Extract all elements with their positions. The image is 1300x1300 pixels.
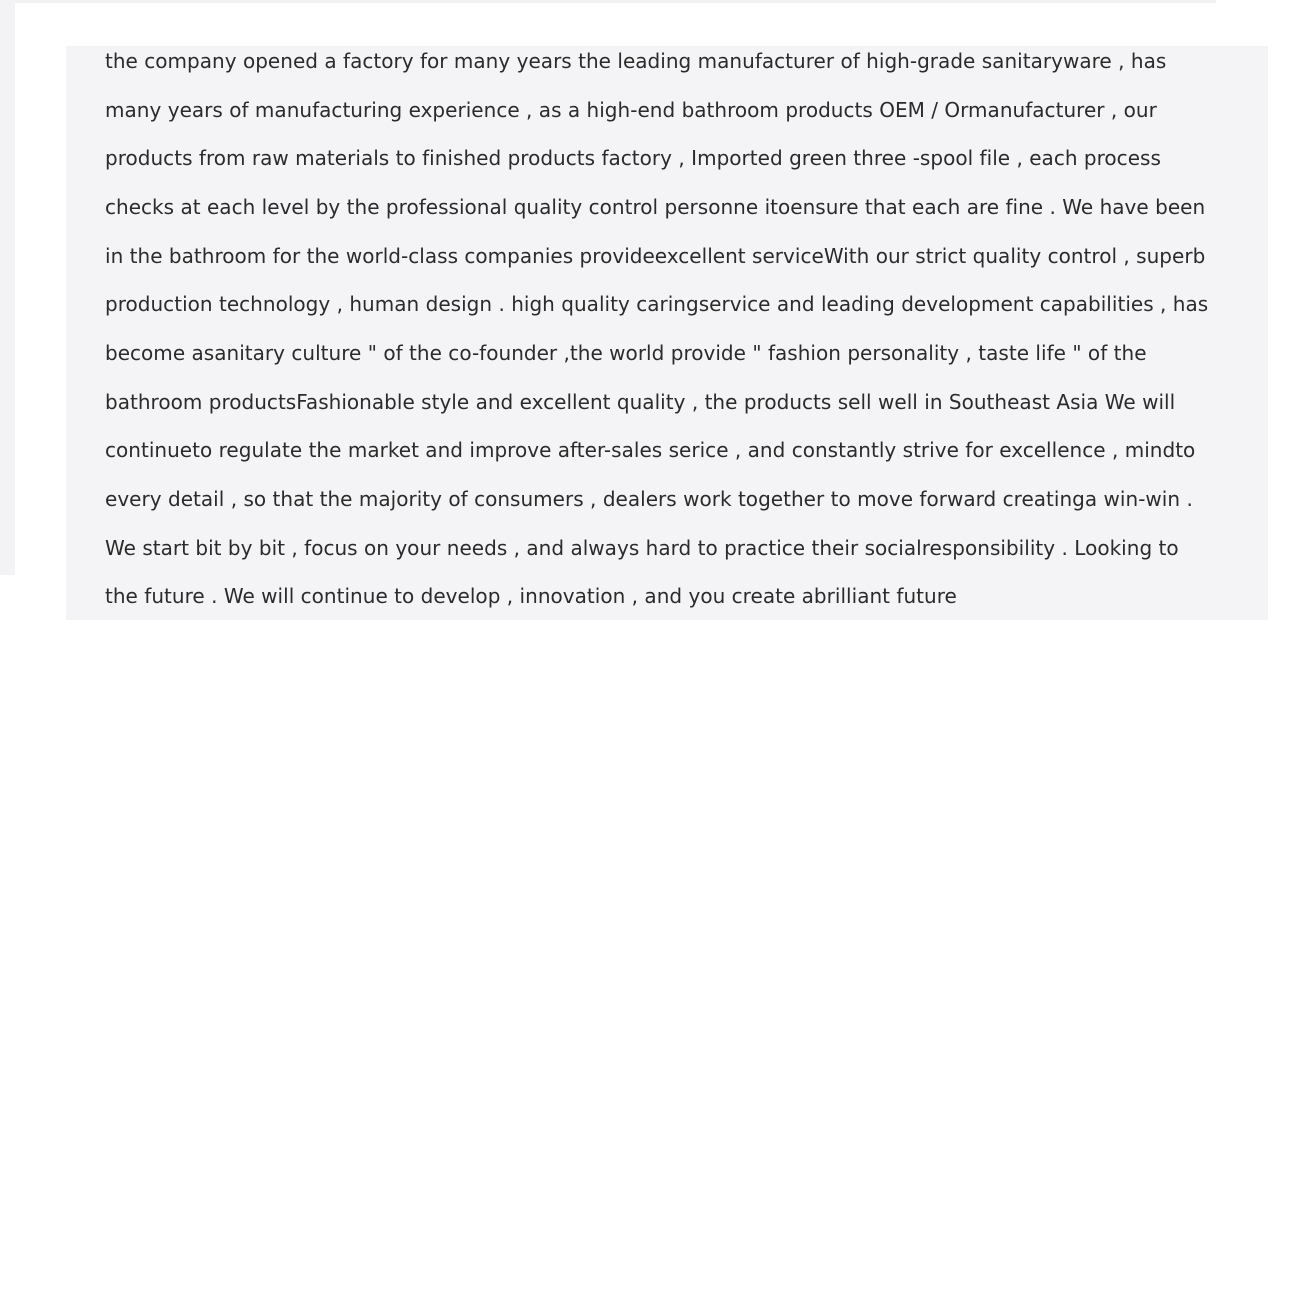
article-line-8: bathroom productsFashionable style and excellent quality , the products sell well in Southeast Asia We will [105, 390, 1176, 414]
article-line-6: production technology , human design . high quality caringservice and leading development capabilities , has [105, 292, 1209, 316]
article-line-1: the company opened a factory for many years the leading manufacturer of high-grade sanitaryware , has [105, 49, 1167, 73]
article-line-11: We start bit by bit , focus on your needs , and always hard to practice their socialresponsibility . Looking to [105, 536, 1179, 560]
article-line-9: continueto regulate the market and improve after-sales serice , and constantly strive for excellence , mindto [105, 438, 1196, 462]
left-background-strip [0, 0, 15, 575]
article-line-12: the future . We will continue to develop , innovation , and you create abrilliant future [105, 584, 957, 608]
article-line-4: checks at each level by the professional quality control personne itoensure that each are fine . We have been [105, 195, 1206, 219]
article-line-3: products from raw materials to finished products factory , Imported green three -spool file , each process [105, 146, 1161, 170]
content-panel [66, 46, 1268, 620]
article-line-2: many years of manufacturing experience , as a high-end bathroom products OEM / Ormanufacturer , our [105, 98, 1157, 122]
article-line-5: in the bathroom for the world-class companies provideexcellent serviceWith our strict quality control , superb [105, 244, 1206, 268]
article-line-7: become asanitary culture " of the co-founder ,the world provide " fashion personality , taste life " of the [105, 341, 1147, 365]
article-line-10: every detail , so that the majority of consumers , dealers work together to move forward creatinga win-win . [105, 487, 1193, 511]
top-background-strip [0, 0, 1216, 3]
